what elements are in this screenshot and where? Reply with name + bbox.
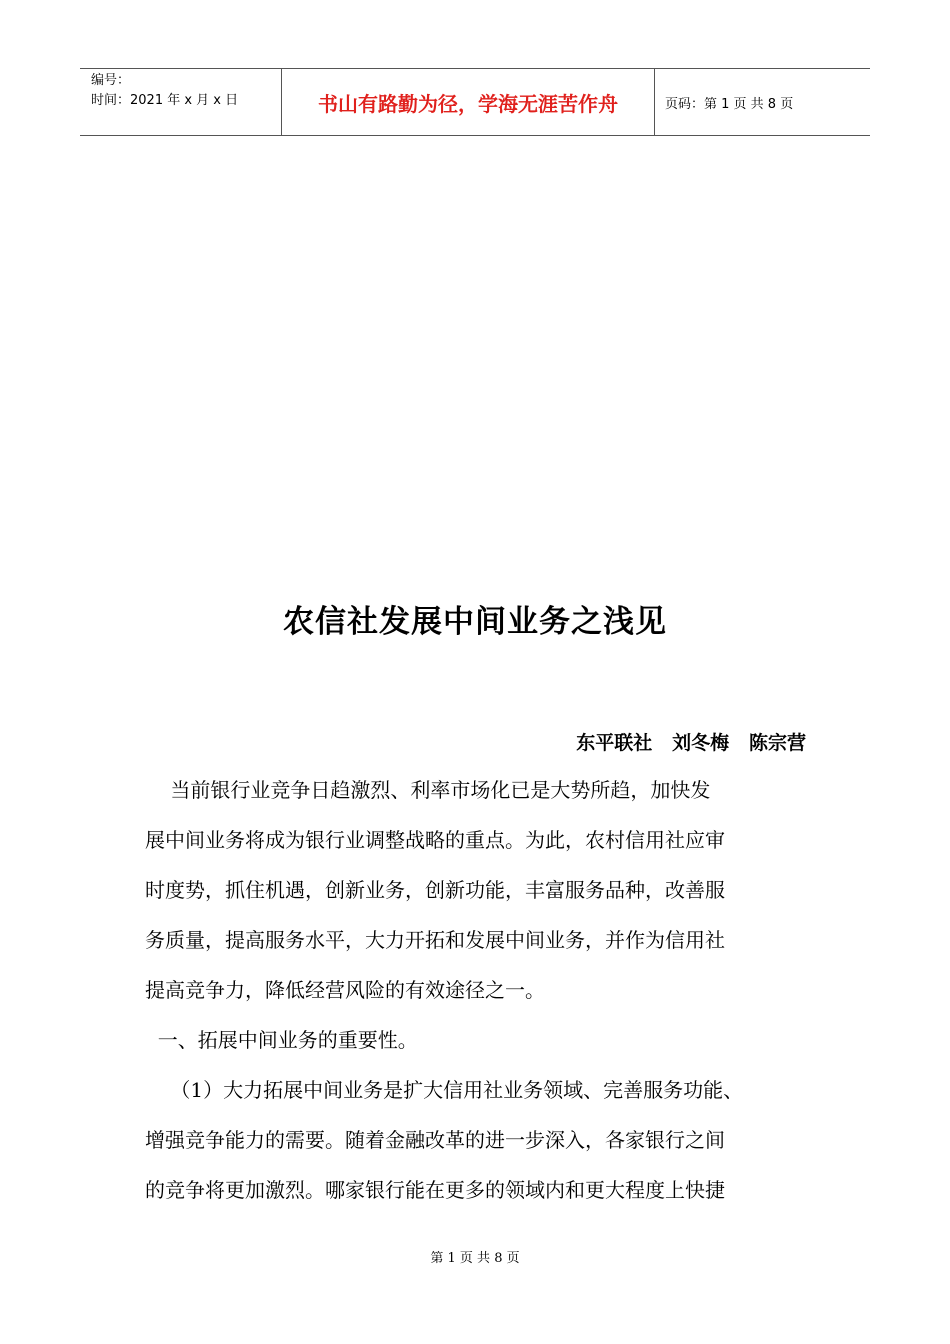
paragraph-line: 的竞争将更加激烈。哪家银行能在更多的领域内和更大程度上快捷 [145,1178,725,1202]
header-page-info: 页码：第 1 页 共 8 页 [665,96,794,112]
paragraph-line: 务质量，提高服务水平，大力开拓和发展中间业务，并作为信用社 [145,928,725,952]
number-label: 编号： [91,73,131,88]
document-title: 农信社发展中间业务之浅见 [283,604,667,640]
header-motto: 书山有路勤为径，学海无涯苦作舟 [282,69,655,135]
paragraph-line: 当前银行业竞争日趋激烈、利率市场化已是大势所趋，加快发 [145,778,711,802]
paragraph-line: 增强竞争能力的需要。随着金融改革的进一步深入，各家银行之间 [145,1128,725,1152]
paragraph-line: （1）大力拓展中间业务是扩大信用社业务领域、完善服务功能、 [145,1078,744,1102]
paragraph-line: 提高竞争力，降低经营风险的有效途径之一。 [145,978,545,1002]
header-meta [80,69,282,135]
paragraph-line: 展中间业务将成为银行业调整战略的重点。为此，农村信用社应审 [145,828,725,852]
page-header [80,68,870,136]
author-line: 东平联社 刘冬梅 陈宗营 [576,732,806,754]
time-label: 时间：2021 年 x 月 x 日 [91,93,239,108]
paragraph-line: 时度势，抓住机遇，创新业务，创新功能，丰富服务品种，改善服 [145,878,725,902]
page-footer: 第 1 页 共 8 页 [430,1251,520,1266]
body-text [145,765,810,1215]
section-heading: 一、拓展中间业务的重要性。 [145,1028,418,1052]
